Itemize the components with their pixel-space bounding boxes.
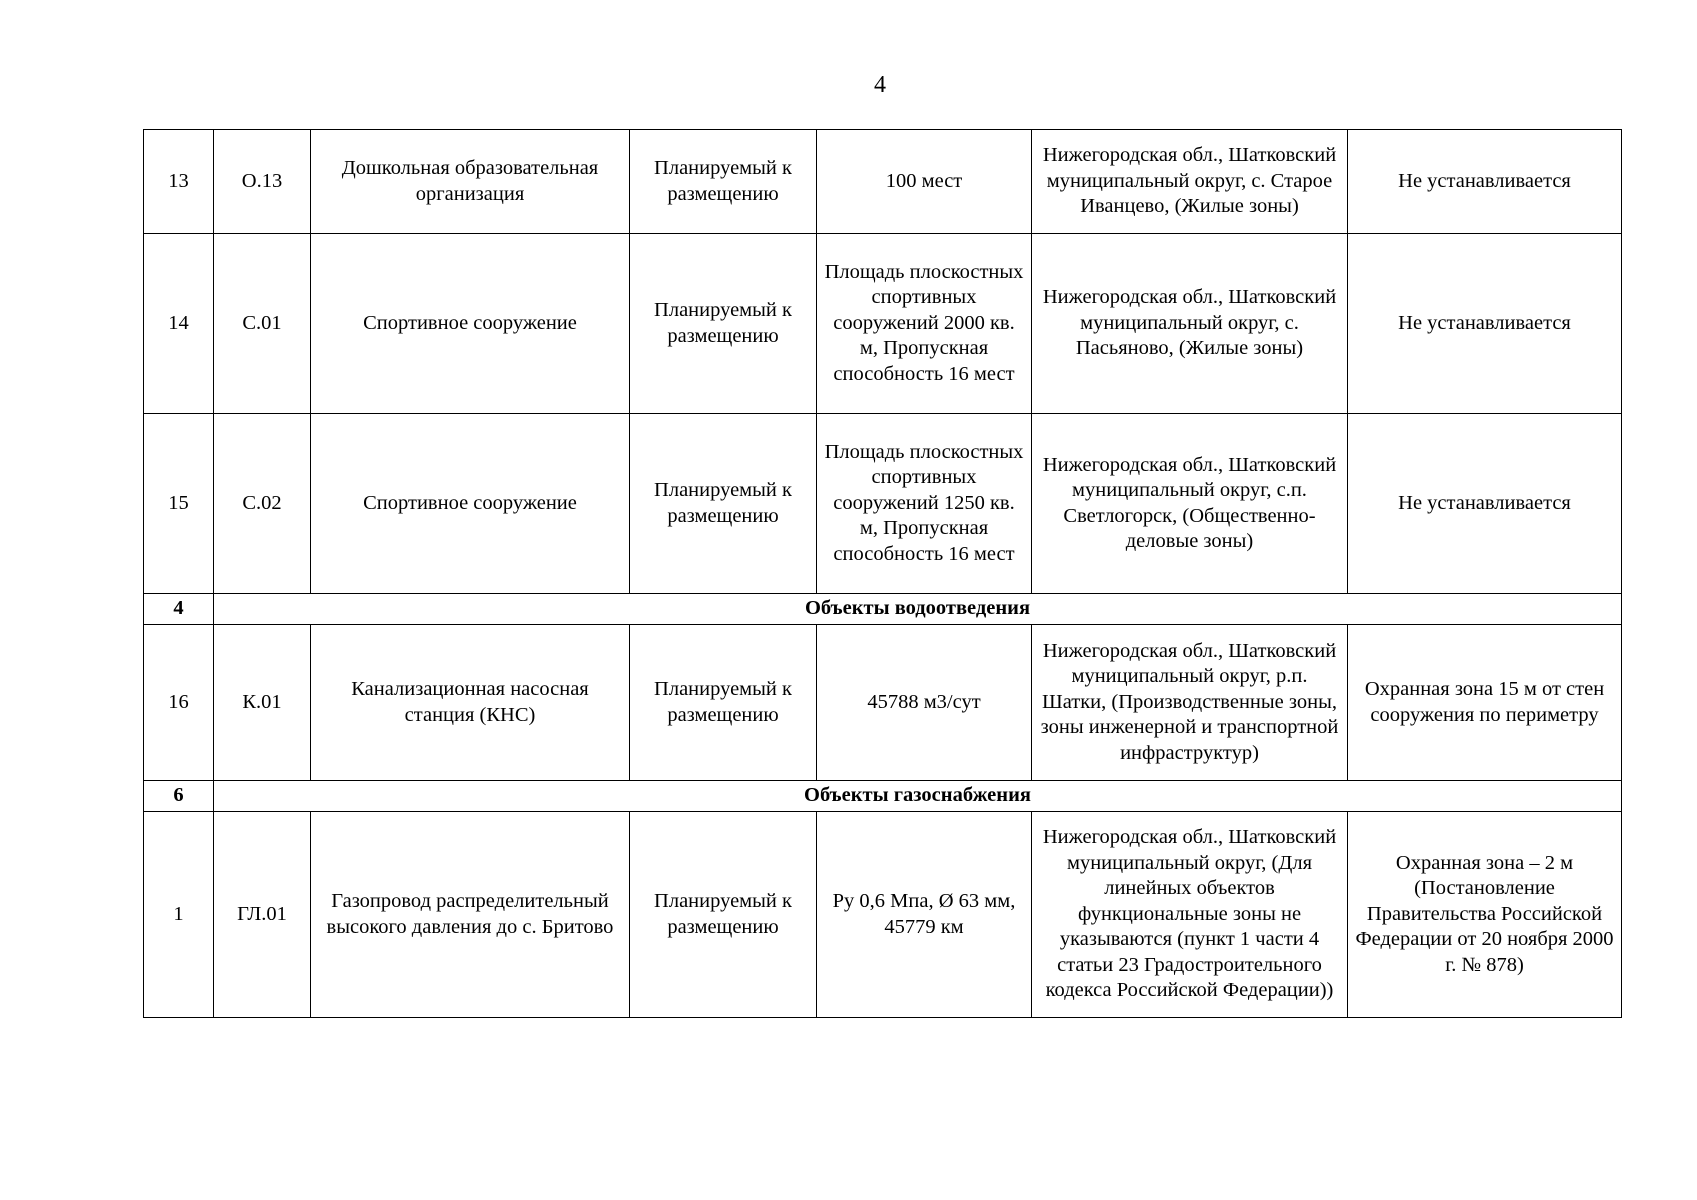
object-name: Канализационная насосная станция (КНС) (311, 625, 630, 781)
object-location: Нижегородская обл., Шатковский муниципальный округ, с. Пасьяново, (Жилые зоны) (1032, 234, 1348, 414)
object-location: Нижегородская обл., Шатковский муниципальный округ, р.п. Шатки, (Производственные зоны, зоны инженерной и транспортной инфраструктур) (1032, 625, 1348, 781)
object-parameters: Площадь плоскостных спортивных сооружений 2000 кв. м, Пропускная способность 16 мест (817, 234, 1032, 414)
table-row (144, 625, 1622, 781)
object-parameters: 45788 м3/сут (817, 625, 1032, 781)
section-row (144, 781, 1622, 812)
protection-zone: Не устанавливается (1348, 130, 1622, 234)
protection-zone: Охранная зона – 2 м (Постановление Правительства Российской Федерации от 20 ноября 2000 г. № 878) (1348, 812, 1622, 1018)
section-number: 4 (144, 594, 214, 625)
object-status: Планируемый к размещению (630, 625, 817, 781)
section-number: 6 (144, 781, 214, 812)
table-row (144, 812, 1622, 1018)
object-parameters: Ру 0,6 Мпа, Ø 63 мм, 45779 км (817, 812, 1032, 1018)
object-location: Нижегородская обл., Шатковский муниципальный округ, с. Старое Иванцево, (Жилые зоны) (1032, 130, 1348, 234)
section-title: Объекты газоснабжения (214, 781, 1622, 812)
object-name: Газопровод распределительный высокого давления до с. Бритово (311, 812, 630, 1018)
object-status: Планируемый к размещению (630, 130, 817, 234)
object-parameters: 100 мест (817, 130, 1032, 234)
row-number: 1 (144, 812, 214, 1018)
row-number: 15 (144, 414, 214, 594)
protection-zone: Не устанавливается (1348, 414, 1622, 594)
object-name: Спортивное сооружение (311, 414, 630, 594)
objects-table (143, 129, 1622, 1018)
section-title: Объекты водоотведения (214, 594, 1622, 625)
protection-zone: Не устанавливается (1348, 234, 1622, 414)
object-name: Спортивное сооружение (311, 234, 630, 414)
object-code: К.01 (214, 625, 311, 781)
protection-zone: Охранная зона 15 м от стен сооружения по периметру (1348, 625, 1622, 781)
object-code: О.13 (214, 130, 311, 234)
table-row (144, 234, 1622, 414)
object-status: Планируемый к размещению (630, 414, 817, 594)
row-number: 16 (144, 625, 214, 781)
page-number: 4 (874, 72, 886, 98)
object-parameters: Площадь плоскостных спортивных сооружений 1250 кв. м, Пропускная способность 16 мест (817, 414, 1032, 594)
object-status: Планируемый к размещению (630, 812, 817, 1018)
object-status: Планируемый к размещению (630, 234, 817, 414)
object-code: С.02 (214, 414, 311, 594)
table-row (144, 414, 1622, 594)
object-code: ГЛ.01 (214, 812, 311, 1018)
object-location: Нижегородская обл., Шатковский муниципальный округ, (Для линейных объектов функциональные зоны не указываются (пункт 1 части 4 статьи 23 Градостроительного кодекса Российской Федерации)) (1032, 812, 1348, 1018)
table-row (144, 130, 1622, 234)
object-location: Нижегородская обл., Шатковский муниципальный округ, с.п. Светлогорск, (Общественно-деловые зоны) (1032, 414, 1348, 594)
row-number: 14 (144, 234, 214, 414)
row-number: 13 (144, 130, 214, 234)
object-name: Дошкольная образовательная организация (311, 130, 630, 234)
section-row (144, 594, 1622, 625)
object-code: С.01 (214, 234, 311, 414)
